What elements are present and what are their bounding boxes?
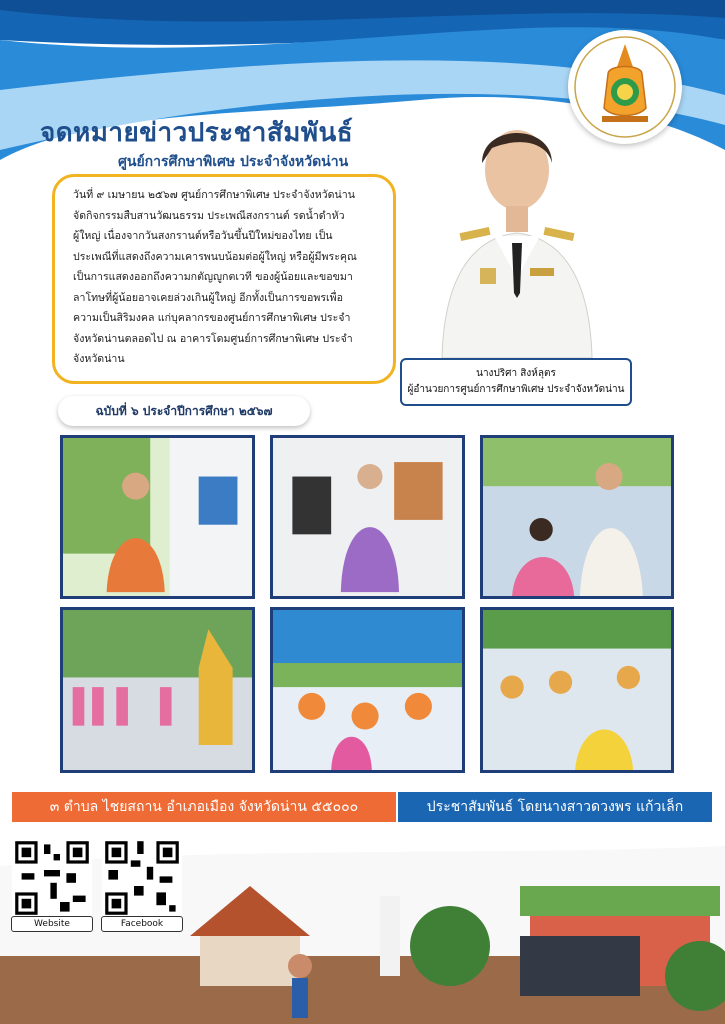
event-photo: [60, 607, 255, 773]
article-line: จังหวัดน่าน: [73, 353, 125, 365]
article-line: ประเพณีที่แสดงถึงความเคารพนบน้อมต่อผู้ใหญ่ หรือผู้มีพระคุณ: [73, 250, 357, 263]
credit-band: ประชาสัมพันธ์ โดยนางสาวดวงพร แก้วเล็ก: [398, 792, 712, 822]
article-line: ลาโทษที่ผู้น้อยอาจเคยล่วงเกินผู้ใหญ่ อีกทั้งเป็นการขอพรเพื่อ: [73, 291, 343, 304]
event-photo: [270, 607, 465, 773]
event-photo: [60, 435, 255, 599]
website-qr-code[interactable]: [12, 838, 92, 918]
event-photo: [480, 435, 674, 599]
article-text-box: [52, 174, 396, 384]
facebook-qr-code[interactable]: [102, 838, 182, 918]
event-photo: [480, 607, 674, 773]
article-line: ความเป็นสิริมงคล แก่บุคลากรของศูนย์การศึกษาพิเศษ ประจำ: [73, 312, 351, 324]
issue-label: ฉบับที่ ๖ ประจำปีการศึกษา ๒๕๖๗: [58, 396, 310, 426]
director-position: ผู้อำนวยการศูนย์การศึกษาพิเศษ ประจำจังหวัดน่าน: [407, 384, 625, 395]
address-band: ๓ ตำบล ไชยสถาน อำเภอเมือง จังหวัดน่าน ๕๕๐๐๐: [12, 792, 396, 822]
article-line: จัดกิจกรรมสืบสานวัฒนธรรม ประเพณีสงกรานต์ รดน้ำดำหัว: [73, 209, 345, 222]
event-photo: [270, 435, 465, 599]
website-qr-label: Website: [11, 916, 93, 932]
facebook-qr-label: Facebook: [101, 916, 183, 932]
director-name-card: [400, 358, 632, 406]
article-line: ผู้ใหญ่ เนื่องจากวันสงกรานต์หรือวันขึ้นปีใหม่ของไทย เป็น: [73, 230, 333, 242]
newsletter-subtitle: ศูนย์การศึกษาพิเศษ ประจำจังหวัดน่าน: [118, 154, 349, 170]
director-name: นางปริศา สิงห์ลุตร: [476, 368, 556, 379]
director-portrait: [432, 108, 602, 358]
article-line: จังหวัดน่านตลอดไป ณ อาคารโดมศูนย์การศึกษาพิเศษ ประจำ: [73, 332, 353, 345]
newsletter-title: จดหมายข่าวประชาสัมพันธ์: [40, 118, 354, 148]
article-line: วันที่ ๙ เมษายน ๒๕๖๗ ศูนย์การศึกษาพิเศษ ประจำจังหวัดน่าน: [73, 189, 355, 201]
article-line: เป็นการแสดงออกถึงความกตัญญูกตเวที ของผู้น้อยและขอขมา: [73, 271, 353, 283]
